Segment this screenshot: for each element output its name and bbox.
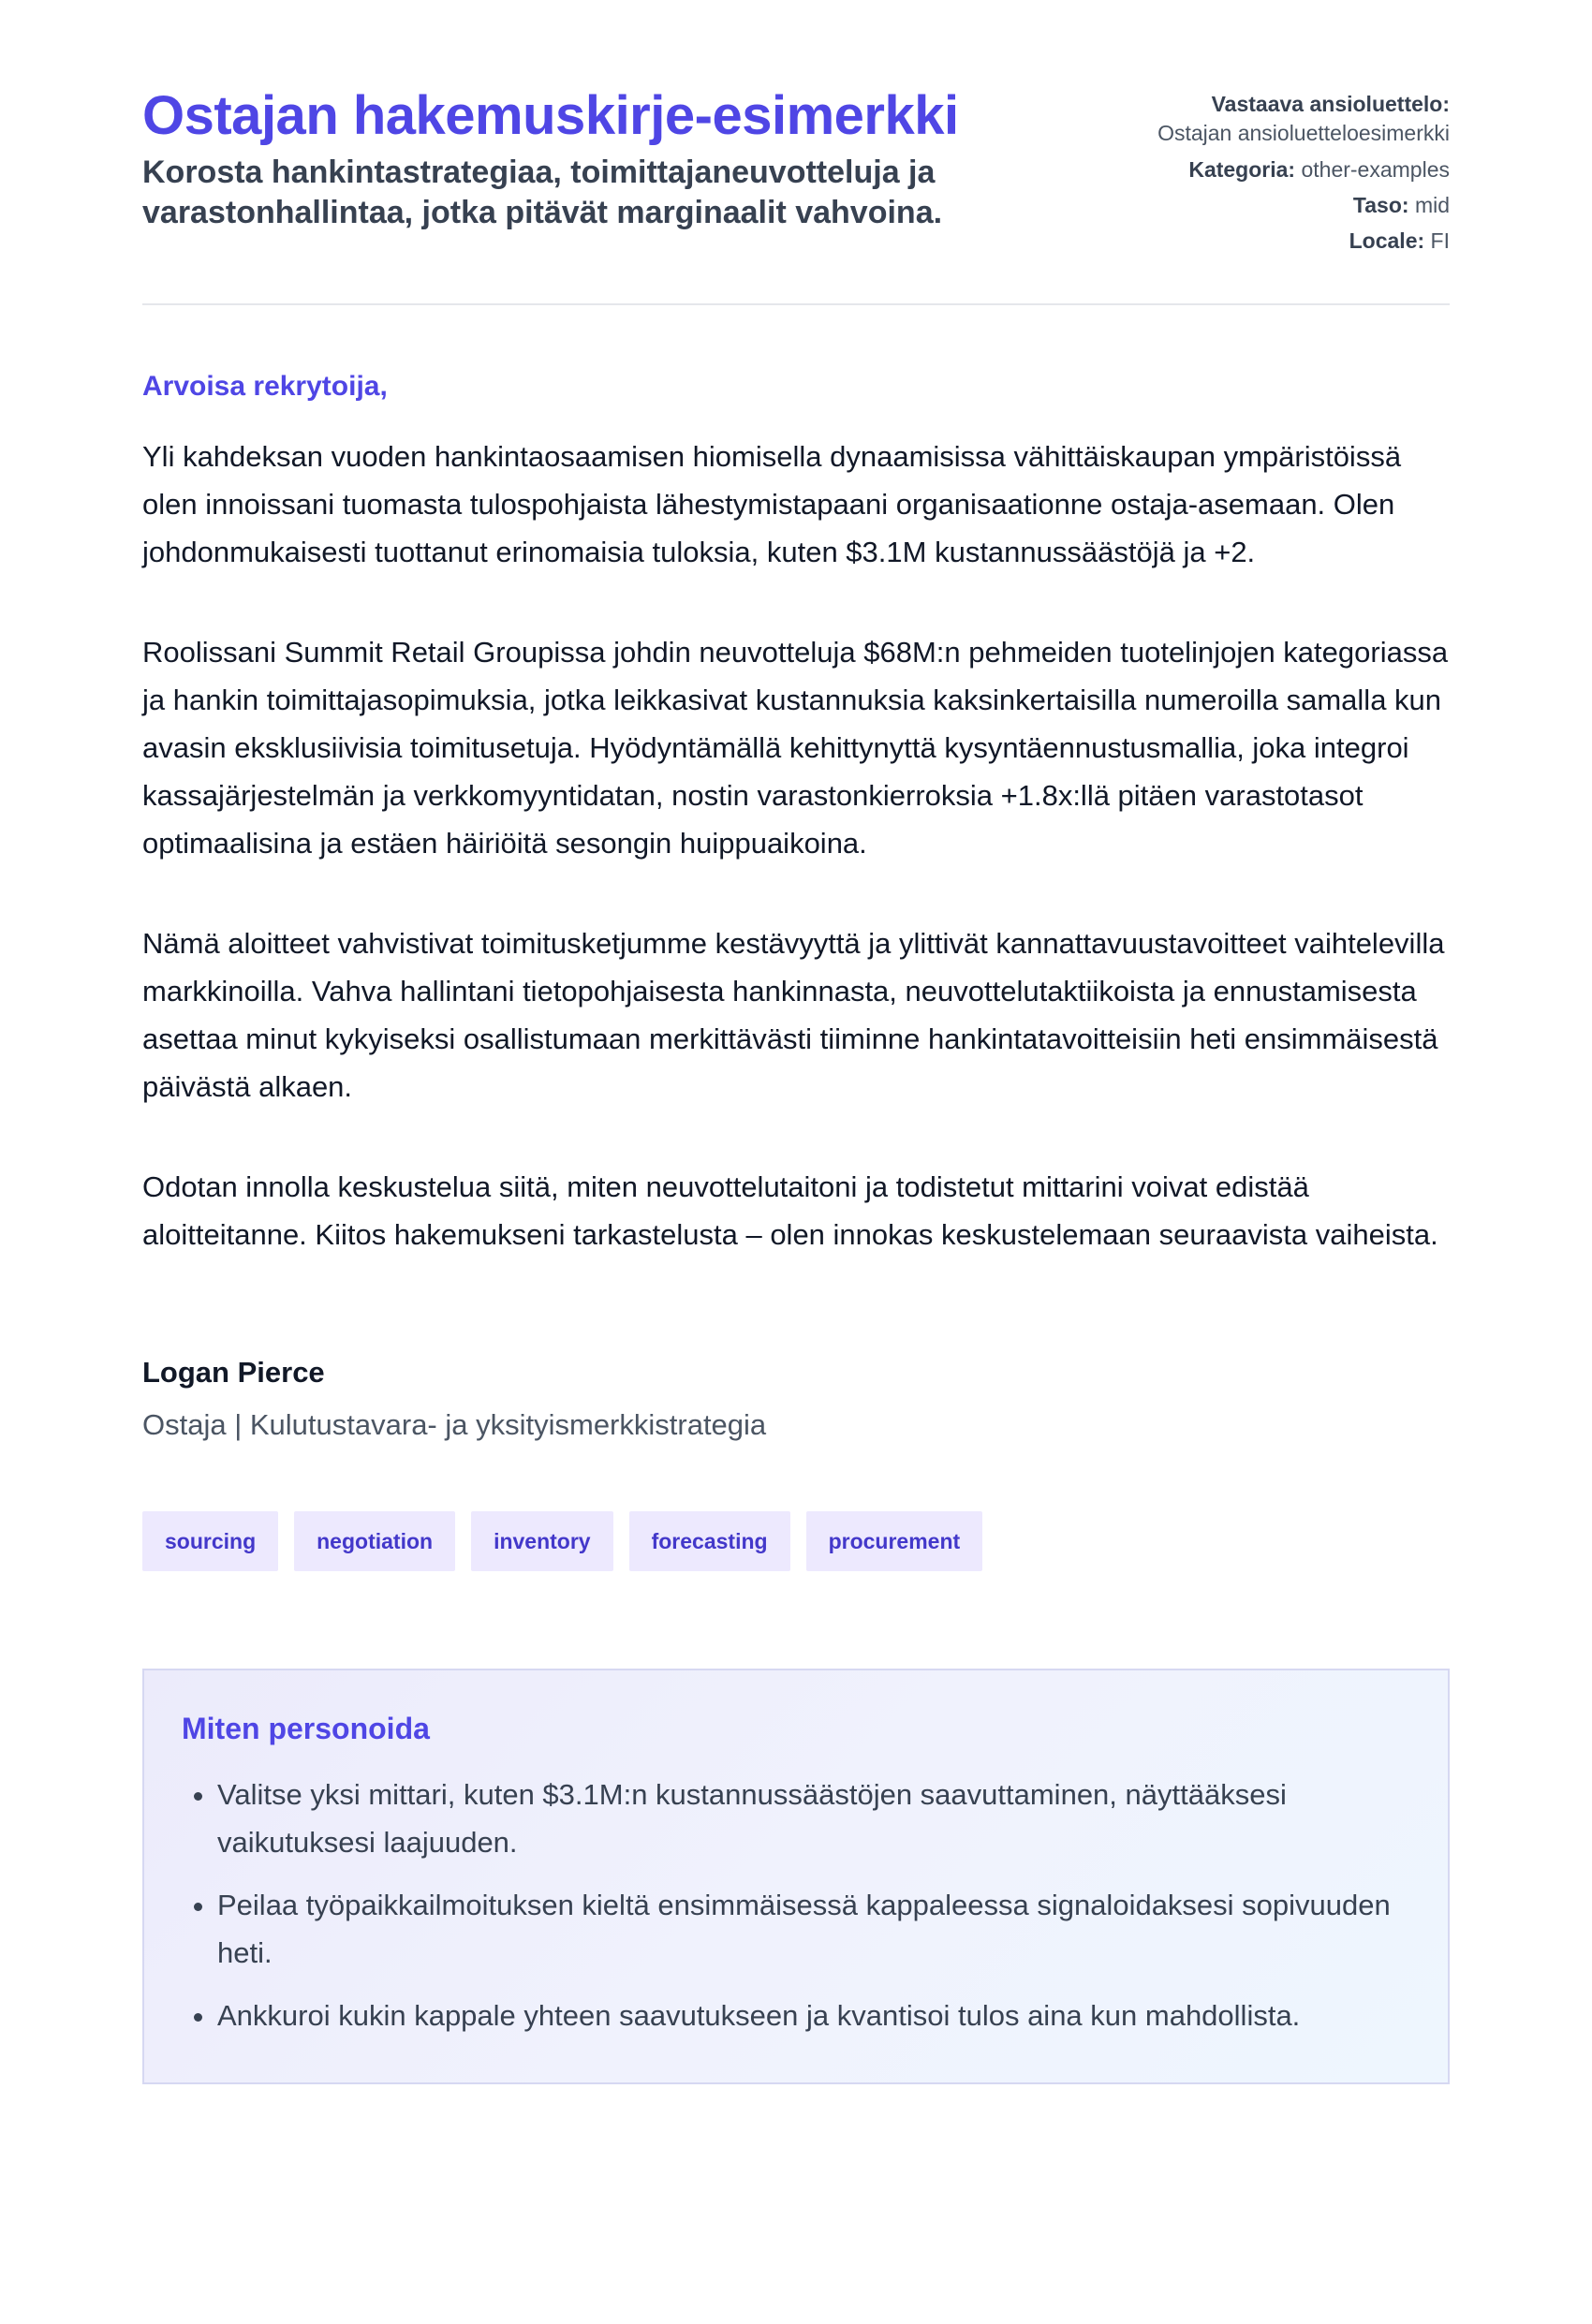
meta-panel <box>1141 86 1450 262</box>
meta-category <box>1141 155 1450 184</box>
tag-forecasting[interactable]: forecasting <box>629 1511 790 1571</box>
meta-resume-link[interactable]: Ostajan ansioluetteloesimerkki <box>1157 121 1450 146</box>
tag-sourcing[interactable]: sourcing <box>142 1511 278 1571</box>
tip-item: • Peilaa työpaikkailmoituksen kieltä ensimmäisessä kappaleessa signaloidaksesi sopivuuden heti. <box>217 1881 1410 1977</box>
tips-title: Miten personoida <box>182 1712 430 1746</box>
letter-body <box>142 433 1450 1258</box>
letter-greeting: Arvoisa rekrytoija, <box>142 371 388 403</box>
meta-locale-label: Locale: <box>1349 228 1425 254</box>
tag-negotiation[interactable]: negotiation <box>294 1511 455 1571</box>
meta-level-value: mid <box>1414 192 1450 217</box>
tip-item: • Valitse yksi mittari, kuten $3.1M:n kustannussäästöjen saavuttaminen, näyttääksesi vaikutuksesi laajuuden. <box>217 1771 1410 1866</box>
meta-resume-label: Vastaava ansioluettelo: <box>1211 92 1450 116</box>
letter-paragraph: Nämä aloitteet vahvistivat toimitusketjumme kestävyyttä ja ylittivät kannattavuustavoitteet vaihtelevilla markkinoilla. Vahva hallintani tietopohjaisesta hankinnasta, neuvottelutaktiikoista ja ennustamisesta asettaa minut kykyiseksi osallistumaan merkittävästi tiiminne hankintatavoitteisiin heti ensimmäisestä päivästä alkaen. <box>142 927 1445 1104</box>
tips-list <box>182 1771 1410 2039</box>
signature-role: Ostaja | Kulutustavara- ja yksityismerkkistrategia <box>142 1408 767 1442</box>
meta-category-value: other-examples <box>1301 156 1450 182</box>
page-subtitle: Korosta hankintastrategiaa, toimittajaneuvotteluja ja varastonhallintaa, jotka pitävät marginaalit vahvoina. <box>142 154 943 230</box>
meta-level-label: Taso: <box>1352 192 1409 217</box>
letter-paragraph: Odotan innolla keskustelua siitä, miten neuvottelutaitoni ja todistetut mittarini voivat edistää aloitteitanne. Kiitos hakemukseni tarkastelusta – olen innokas keskustelemaan seuraavista vaiheista. <box>142 1170 1438 1252</box>
document-header <box>142 86 1450 305</box>
tag-procurement[interactable]: procurement <box>806 1511 983 1571</box>
tag-list <box>142 1511 1450 1571</box>
personalization-tips <box>142 1669 1450 2084</box>
page-title: Ostajan hakemuskirje-esimerkki <box>142 85 959 146</box>
letter-paragraph: Roolissani Summit Retail Groupissa johdin neuvotteluja $68M:n pehmeiden tuotelinjojen kategoriassa ja hankin toimittajasopimuksia, jotka leikkasivat kustannuksia kaksinkertaisilla numeroilla samalla kun avasin eksklusiivisia toimitusetuja. Hyödyntämällä kehittynyttä kysyntäennustusmallia, joka integroi kassajärjestelmän ja verkkomyyntidatan, nostin varastonkierroksia +1.8x:llä pitäen varastotasot optimaalisina ja estäen häiriöitä sesongin huippuaikoina. <box>142 636 1449 860</box>
meta-category-label: Kategoria: <box>1188 156 1296 182</box>
signature-name: Logan Pierce <box>142 1356 325 1390</box>
header-titles <box>142 86 1023 233</box>
letter-paragraph: Yli kahdeksan vuoden hankintaosaamisen hiomisella dynaamisissa vähittäiskaupan ympäristöissä olen innoissani tuomasta tulospohjaista lähestymistapaani organisaationne ostaja-asemaan. Olen johdonmukaisesti tuottanut erinomaisia tuloksia, kuten $3.1M kustannussäästöjä ja +2. <box>142 440 1402 569</box>
meta-locale <box>1141 227 1450 256</box>
signature-block <box>142 1356 1450 1442</box>
tip-item: • Ankkuroi kukin kappale yhteen saavutukseen ja kvantisoi tulos aina kun mahdollista. <box>217 1992 1410 2039</box>
tag-inventory[interactable]: inventory <box>471 1511 613 1571</box>
meta-resume <box>1141 90 1450 149</box>
document-page <box>142 86 1450 2084</box>
meta-locale-value: FI <box>1430 228 1450 254</box>
meta-level <box>1141 191 1450 220</box>
